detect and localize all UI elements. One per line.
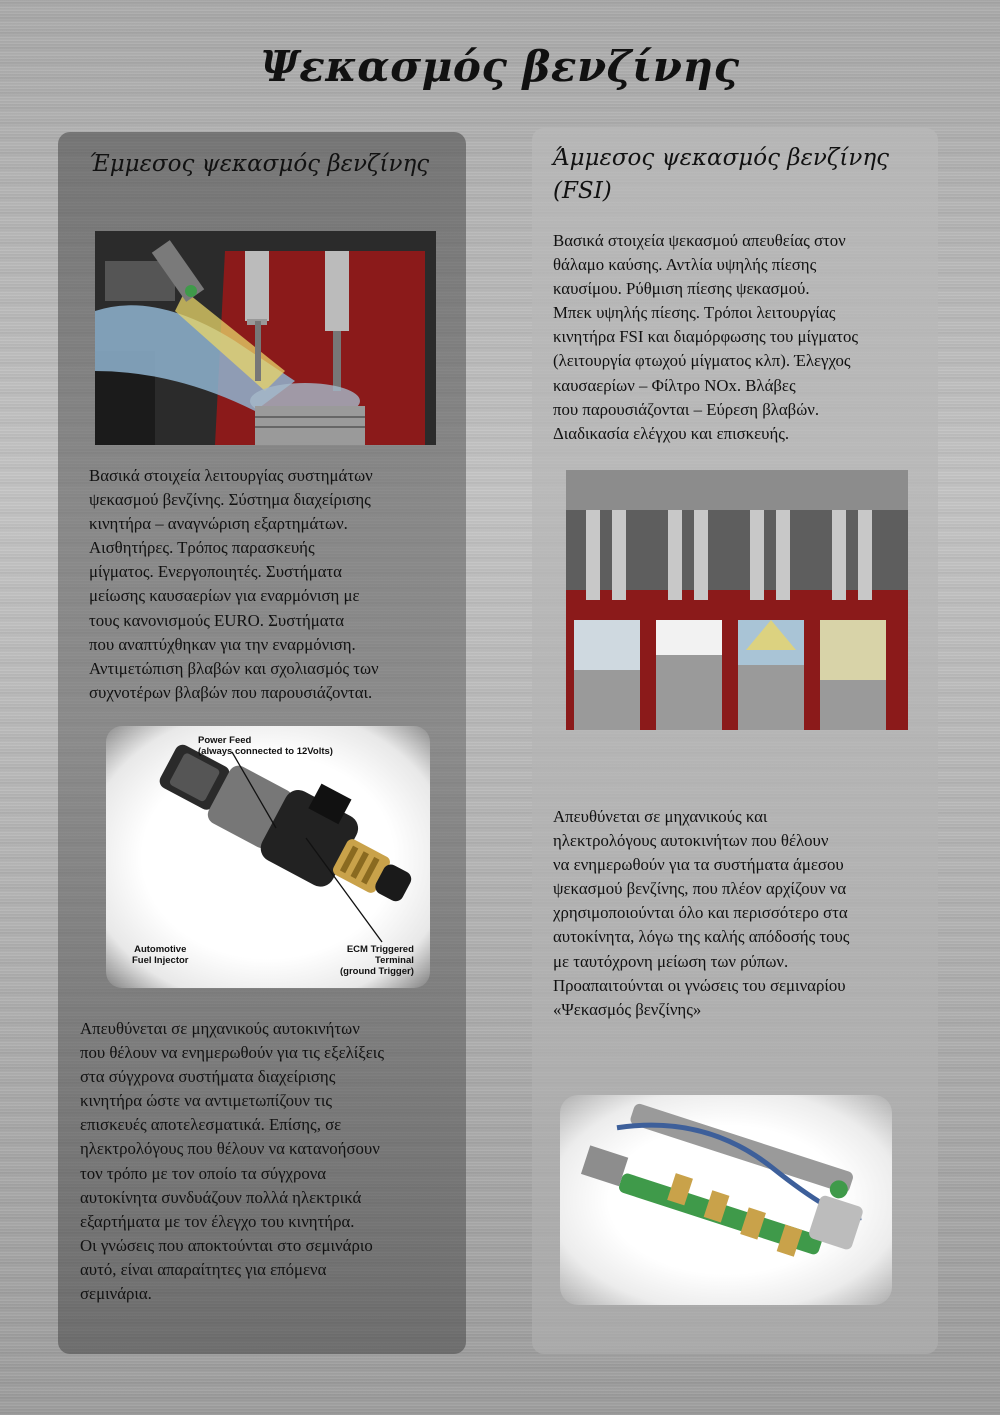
fsi-engine-image: [566, 470, 908, 730]
text-line: επισκευές αποτελεσματικά. Επίσης, σε: [80, 1115, 342, 1135]
text-line: Αισθητήρες. Τρόπος παρασκευής: [89, 538, 315, 558]
label-power-feed: [198, 735, 333, 757]
text-line: ηλεκτρολόγους που θέλουν να κατανοήσουν: [80, 1139, 380, 1159]
text-line: κινητήρα – αναγνώριση εξαρτημάτων.: [89, 514, 348, 534]
label-line: Automotive: [134, 944, 187, 955]
text-line: Αντιμετώπιση βλαβών και σχολιασμός των: [89, 658, 379, 678]
label-line: (ground Trigger): [340, 966, 414, 977]
text-line: στα σύγχρονα συστήματα διαχείρισης: [80, 1067, 336, 1087]
heading-line: (FSI): [553, 178, 612, 204]
right-panel-heading: [553, 142, 889, 208]
fuel-rail-image: [560, 1095, 892, 1305]
label-line: Power Feed: [198, 735, 252, 746]
text-line: εξαρτήματα με τον έλεγχο του κινητήρα.: [80, 1211, 355, 1231]
page-title: Ψεκασμός βενζίνης: [260, 42, 740, 91]
text-line: Προαπαιτούνται οι γνώσεις του σεμιναρίου: [553, 975, 846, 995]
heading-line: Άμμεσος ψεκασμός βενζίνης: [553, 145, 890, 171]
label-automotive-fuel-injector: [132, 944, 188, 966]
label-line: Fuel Injector: [132, 955, 189, 966]
text-line: ψεκασμού βενζίνης. Σύστημα διαχείρισης: [89, 490, 371, 510]
text-line: τους κανονισμούς EURO. Συστήματα: [89, 610, 345, 630]
label-line: Terminal: [375, 955, 414, 966]
text-line: ψεκασμού βενζίνης, που πλέον αρχίζουν να: [553, 879, 847, 899]
text-line: χρησιμοποιούνται όλο και περισσότερο στα: [553, 903, 848, 923]
text-line: να ενημερωθούν για τα συστήματα άμεσου: [553, 855, 844, 875]
left-panel-heading: Έμμεσος ψεκασμός βενζίνης: [89, 151, 430, 177]
fuel-injector-diagram: [106, 726, 430, 988]
fsi-cutaway-illustration: [566, 470, 908, 730]
text-line: (λειτουργία φτωχού μίγματος κλπ). Έλεγχος: [553, 351, 851, 371]
text-line: καυσίμου. Ρύθμιση πίεσης ψεκασμού.: [553, 279, 810, 299]
text-line: που αναπτύχθηκαν για την εναρμόνιση.: [89, 634, 356, 654]
text-line: αυτό, είναι απαραίτητες για επόμενα: [80, 1259, 327, 1279]
text-line: μίγματος. Ενεργοποιητές. Συστήματα: [89, 562, 342, 582]
fuel-rail-illustration: [560, 1095, 892, 1305]
left-panel-text-2: [80, 1017, 384, 1306]
text-line: θάλαμο καύσης. Αντλία υψηλής πίεσης: [553, 255, 817, 275]
text-line: τον τρόπο με τον οποίο τα σύγχρονα: [80, 1163, 327, 1183]
text-line: ηλεκτρολόγους αυτοκινήτων που θέλουν: [553, 831, 829, 851]
text-line: Βασικά στοιχεία λειτουργίας συστημάτων: [89, 466, 373, 485]
text-line: Απευθύνεται σε μηχανικούς αυτοκινήτων: [80, 1019, 360, 1038]
label-line: ECM Triggered: [346, 944, 414, 955]
text-line: Απευθύνεται σε μηχανικούς και: [553, 807, 768, 826]
indirect-injection-engine-image: [95, 231, 436, 445]
engine-cutaway-illustration: [95, 231, 436, 445]
text-line: που θέλουν να ενημερωθούν για τις εξελίξεις: [80, 1043, 384, 1063]
label-line: (always connected to 12Volts): [198, 746, 333, 757]
text-line: κινητήρα FSI και διαμόρφωσης του μίγματος: [553, 327, 858, 347]
text-line: συχνοτέρων βλαβών που παρουσιάζονται.: [89, 682, 373, 702]
text-line: Οι γνώσεις που αποκτούνται στο σεμινάριο: [80, 1235, 373, 1255]
text-line: αυτοκίνητα, λόγω της καλής απόδοσής τους: [553, 927, 850, 947]
text-line: που παρουσιάζονται – Εύρεση βλαβών.: [553, 399, 820, 419]
text-line: Μπεκ υψηλής πίεσης. Τρόποι λειτουργίας: [553, 303, 836, 323]
text-line: αυτοκίνητα συνδυάζουν πολλά ηλεκτρικά: [80, 1187, 362, 1207]
left-panel-text-1: [89, 464, 379, 705]
right-panel-text-1: [553, 229, 858, 446]
text-line: Διαδικασία ελέγχου και επισκευής.: [553, 423, 790, 443]
label-ecm-triggered-terminal: [340, 944, 414, 977]
text-line: κινητήρα ώστε να αντιμετωπίζουν τις: [80, 1091, 333, 1111]
right-panel-text-2: [553, 805, 849, 1022]
text-line: σεμινάρια.: [80, 1284, 152, 1304]
text-line: μείωσης καυσαερίων για εναρμόνιση με: [89, 586, 360, 606]
text-line: καυσαερίων – Φίλτρο NOx. Βλάβες: [553, 375, 796, 395]
text-line: Βασικά στοιχεία ψεκασμού απευθείας στον: [553, 231, 846, 250]
text-line: «Ψεκασμός βενζίνης»: [553, 999, 702, 1019]
text-line: με ταυτόχρονη μείωση των ρύπων.: [553, 951, 789, 971]
